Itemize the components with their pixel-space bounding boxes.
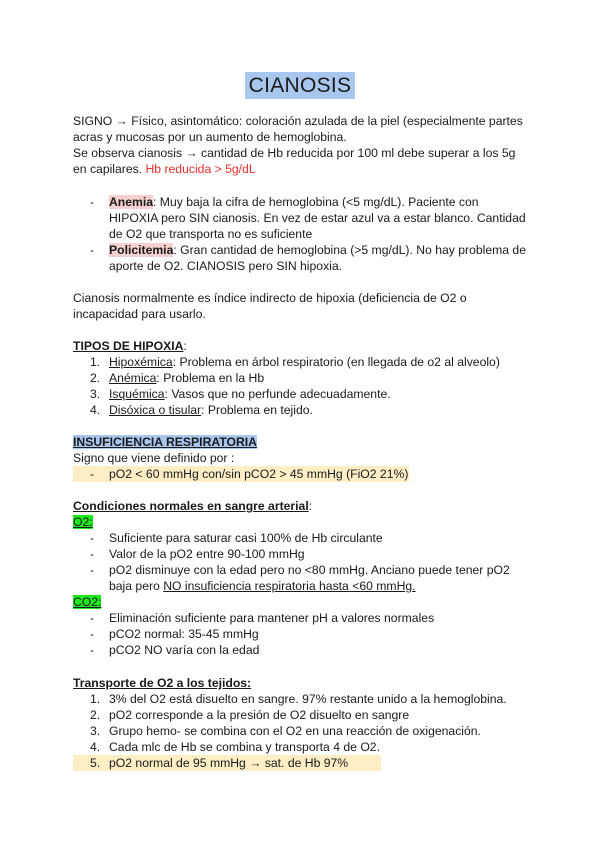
item-text: Suficiente para saturar casi 100% de Hb circulante xyxy=(109,531,383,545)
dash-marker: - xyxy=(90,467,95,481)
term-policitemia: Policitemia xyxy=(109,243,174,257)
list-item xyxy=(73,739,533,755)
item-term: Anémica xyxy=(109,371,157,385)
item-text: : Problema en tejido. xyxy=(201,403,313,417)
list-item xyxy=(73,402,533,418)
section-heading: Condiciones normales en sangre arterial xyxy=(73,499,309,513)
signo-text: Signo que viene definido por : xyxy=(73,451,235,465)
condiciones-normales-section xyxy=(73,498,533,658)
list-number: 3. xyxy=(90,387,101,401)
list-item xyxy=(73,370,533,386)
list-number: 2. xyxy=(90,371,101,385)
dash-marker: - xyxy=(90,563,95,577)
list-item xyxy=(73,562,533,594)
list-number: 4. xyxy=(90,403,101,417)
item-text: Cada mlc de Hb se combina y transporta 4 de O2. xyxy=(109,740,380,754)
item-text: 3% del O2 está disuelto en sangre. 97% restante unido a la hemoglobina. xyxy=(109,692,507,706)
dash-marker: - xyxy=(90,547,95,561)
item-text: Grupo hemo- se combina con el O2 en una reacción de oxigenación. xyxy=(109,724,481,738)
list-item xyxy=(73,194,533,242)
note-line: Cianosis normalmente es índice indirecto de hipoxia (deficiencia de O2 o xyxy=(73,291,467,305)
intro-line: SIGNO → Físico, asintomático: coloración azulada de la piel (especialmente partes xyxy=(73,114,523,128)
insuficiencia-section xyxy=(73,434,533,482)
item-text: : Problema en la Hb xyxy=(156,371,265,385)
intro-text: en capilares. xyxy=(73,162,146,176)
list-item xyxy=(73,610,533,626)
list-number: 3. xyxy=(90,724,101,738)
item-text: pO2 disminuye con la edad pero no <80 mmHg. Anciano puede tener pO2 xyxy=(109,563,510,577)
item-text: : Gran cantidad de hemoglobina (>5 mg/dL). No hay problema de xyxy=(173,243,526,257)
item-text: pO2 corresponde a la presión de O2 disuelto en sangre xyxy=(109,708,410,722)
intro-line xyxy=(73,161,533,177)
list-item xyxy=(73,354,533,370)
dash-marker: - xyxy=(90,611,95,625)
item-text: Eliminación suficiente para mantener pH a valores normales xyxy=(109,611,435,625)
intro-paragraph xyxy=(73,113,533,177)
title-wrap xyxy=(73,72,527,99)
item-text: : Problema en árbol respiratorio (en llegada de o2 al alveolo) xyxy=(172,355,500,369)
cianosis-note xyxy=(73,290,533,322)
dash-marker: - xyxy=(90,531,95,545)
list-item xyxy=(73,386,533,402)
item-text: baja pero xyxy=(109,579,164,593)
list-item xyxy=(73,242,533,274)
section-heading: INSUFICIENCIA RESPIRATORIA xyxy=(73,435,257,449)
intro-line: acras y mucosas por un aumento de hemoglobina. xyxy=(73,130,347,144)
intro-line: Se observa cianosis → cantidad de Hb reducida por 100 ml debe superar a los 5g xyxy=(73,146,516,160)
item-term: Hipoxémica xyxy=(109,355,173,369)
item-text: pO2 normal de 95 mmHg → sat. de Hb 97% xyxy=(109,756,349,770)
co2-label: CO2: xyxy=(73,595,102,609)
tipos-hipoxia-section xyxy=(73,338,533,418)
item-text: pCO2 NO varía con la edad xyxy=(109,643,260,657)
criteria-item xyxy=(73,466,409,482)
criteria-text: pO2 < 60 mmHg con/sin pCO2 > 45 mmHg (FiO2 21%) xyxy=(109,467,409,481)
list-number: 1. xyxy=(90,692,101,706)
item-underlined: NO insuficiencia respiratoria hasta <60 mmHg. xyxy=(163,579,416,593)
item-text: pCO2 normal: 35-45 mmHg xyxy=(109,627,259,641)
conditions-list xyxy=(73,194,533,274)
list-item xyxy=(73,691,533,707)
list-item xyxy=(73,626,533,642)
item-text: Valor de la pO2 entre 90-100 mmHg xyxy=(109,547,305,561)
list-item xyxy=(73,530,533,546)
item-text: : Muy baja la cifra de hemoglobina (<5 mg/dL). Paciente con xyxy=(153,195,479,209)
item-term: Isquémica xyxy=(109,387,165,401)
list-item xyxy=(73,546,533,562)
list-number: 2. xyxy=(90,708,101,722)
hb-threshold: Hb reducida > 5g/dL xyxy=(145,162,256,176)
item-text: de O2 que transporta no es suficiente xyxy=(109,227,313,241)
dash-marker: - xyxy=(90,643,95,657)
item-text: aporte de O2. CIANOSIS pero SIN hipoxia. xyxy=(109,259,343,273)
item-text: HIPOXIA pero SIN cianosis. En vez de estar azul va a estar blanco. Cantidad xyxy=(109,211,526,225)
term-anemia: Anemia xyxy=(109,195,154,209)
list-item xyxy=(73,642,533,658)
list-item-highlighted xyxy=(73,755,381,771)
heading-colon: : xyxy=(308,499,313,513)
page-title: CIANOSIS xyxy=(245,72,356,99)
dash-marker: - xyxy=(90,627,95,641)
item-term: Disóxica o tisular xyxy=(109,403,202,417)
o2-label: O2: xyxy=(73,515,93,529)
item-text: : Vasos que no perfunde adecuadamente. xyxy=(164,387,391,401)
list-number: 5. xyxy=(90,756,101,770)
dash-marker: - xyxy=(90,195,95,209)
list-number: 4. xyxy=(90,740,101,754)
note-line: incapacidad para usarlo. xyxy=(73,307,206,321)
list-item xyxy=(73,723,533,739)
section-heading: TIPOS DE HIPOXIA xyxy=(73,339,184,353)
section-heading: Transporte de O2 a los tejidos: xyxy=(73,676,252,690)
list-item xyxy=(73,707,533,723)
heading-colon: : xyxy=(183,339,187,353)
transporte-section xyxy=(73,675,533,771)
dash-marker: - xyxy=(90,243,95,257)
list-number: 1. xyxy=(90,355,101,369)
